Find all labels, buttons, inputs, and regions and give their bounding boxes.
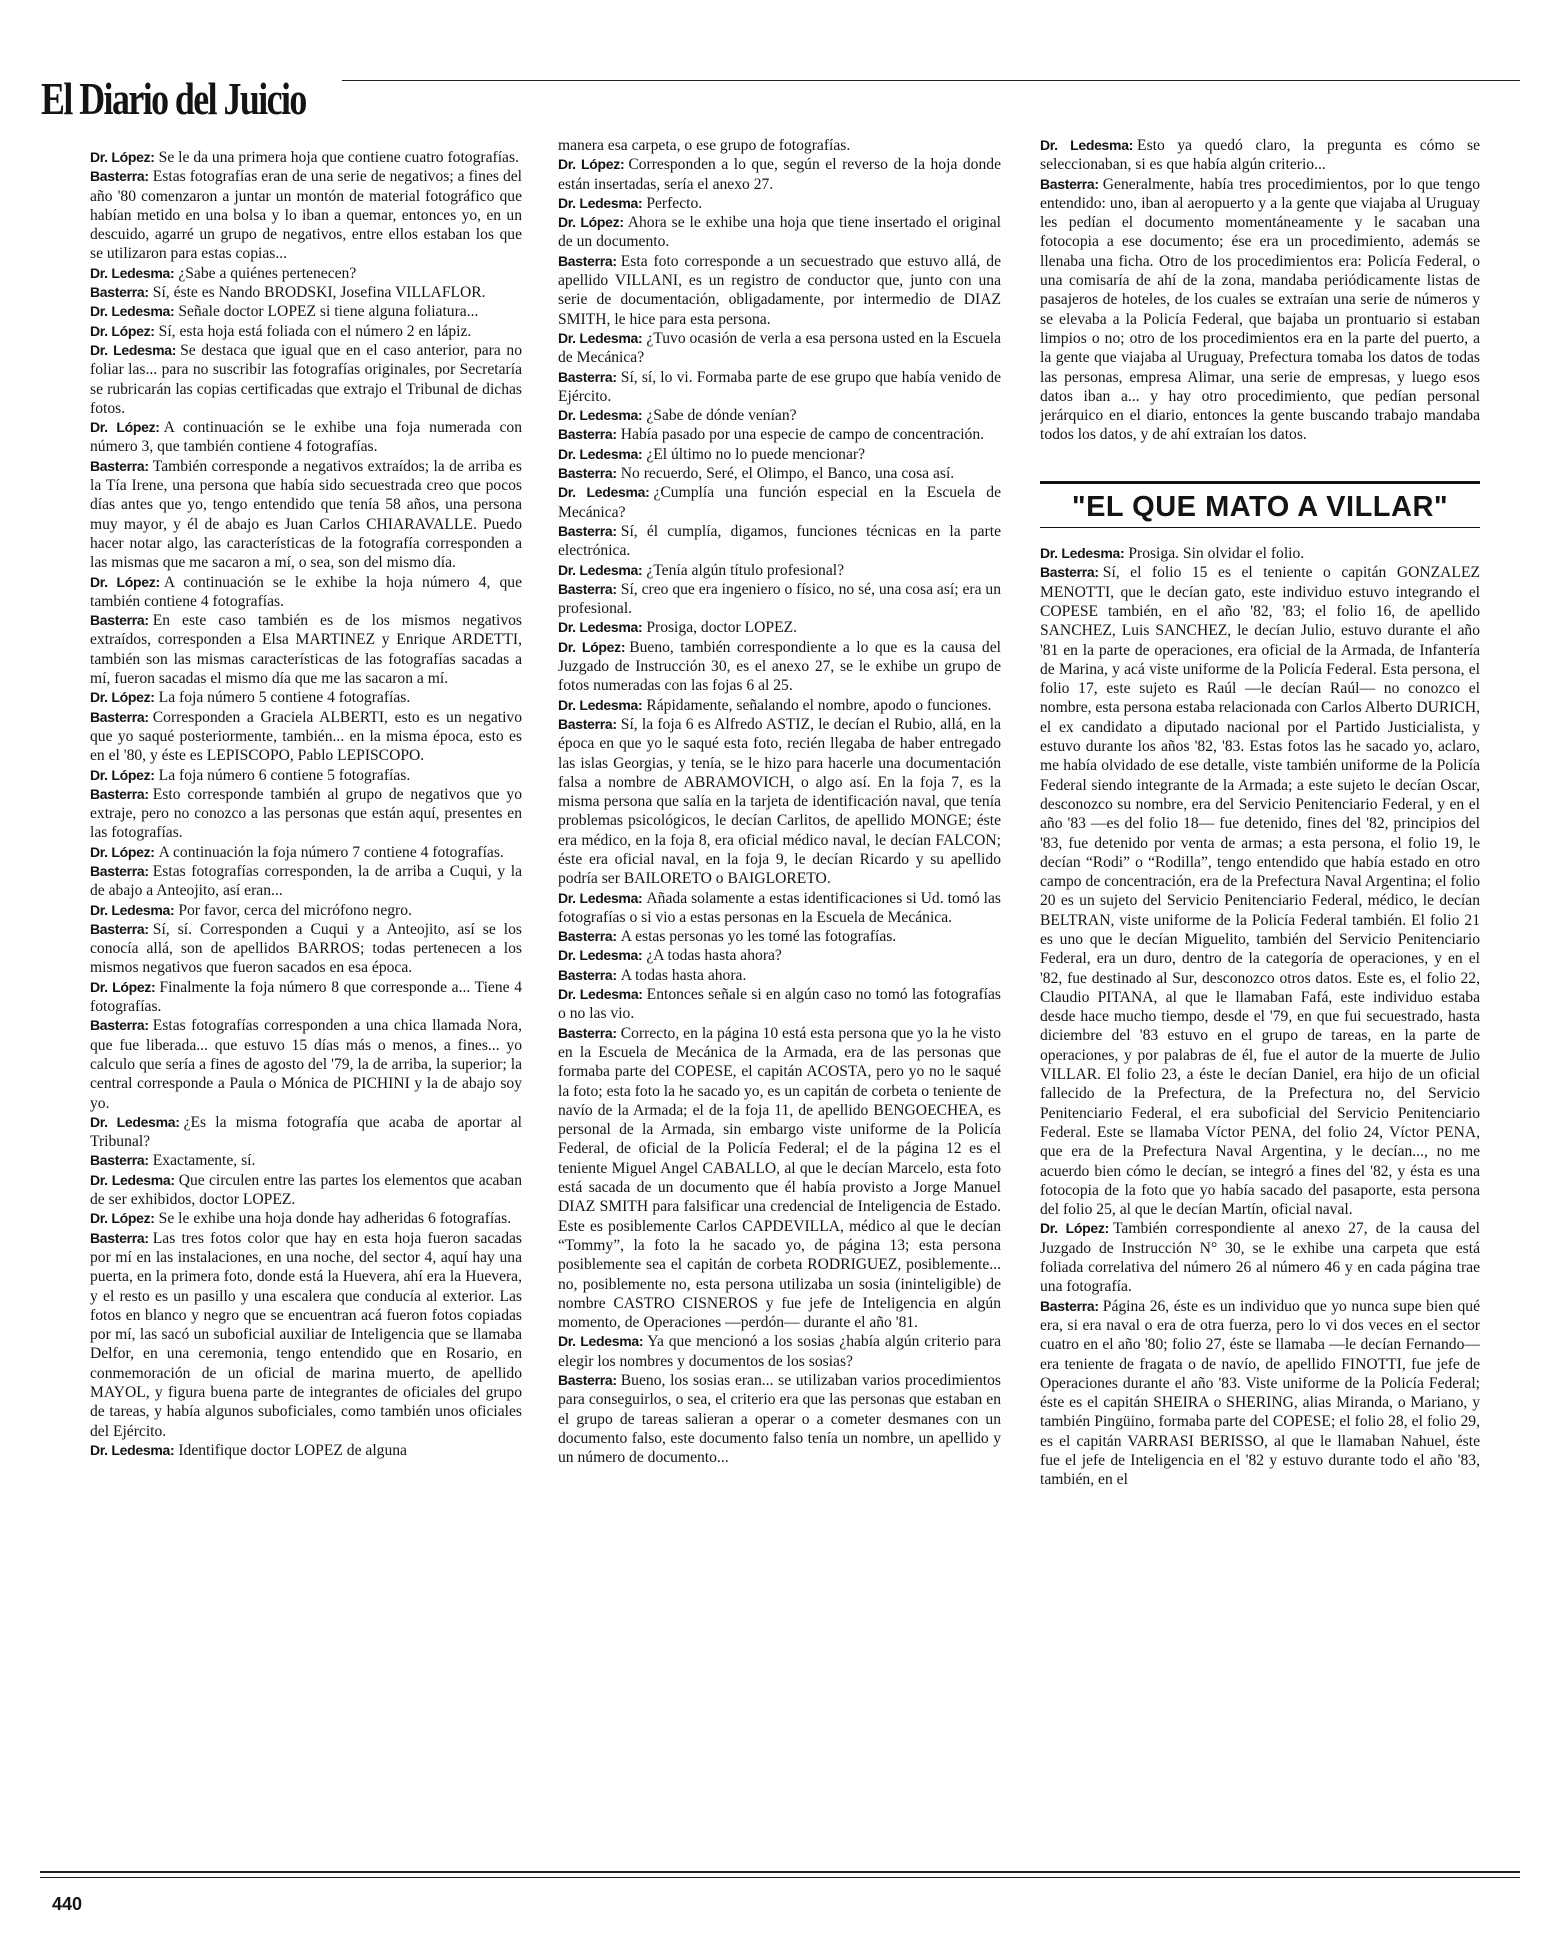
testimony-paragraph bbox=[558, 194, 1001, 213]
testimony-text: Bueno, también correspondiente a lo que es la causa del Juzgado de Instrucción 30, es el anexo 27, se le exhibe un grupo de fotos numeradas con las fojas 6 al 25. bbox=[558, 638, 1001, 695]
speaker-label: Dr. Ledesma: bbox=[558, 986, 643, 1003]
speaker-label: Dr. Ledesma: bbox=[1040, 137, 1134, 153]
testimony-text: Perfecto. bbox=[646, 194, 703, 212]
testimony-text: Añada solamente a estas identificaciones si Ud. tomó las fotografías o si vio a estas personas en la Escuela de Mecánica. bbox=[558, 889, 1001, 926]
testimony-paragraph bbox=[90, 148, 522, 167]
speaker-label: Dr. Ledesma: bbox=[90, 341, 177, 358]
speaker-label: Basterra: bbox=[558, 522, 617, 539]
testimony-text: También correspondiente al anexo 27, de la causa del Juzgado de Instrucción N° 30, se le exhibe una carpeta que está foliada correlativa del número 26 al número 46 y en cada página trae una fotografía. bbox=[1040, 1220, 1480, 1296]
masthead-rule bbox=[342, 80, 1520, 81]
testimony-text: Se le da una primera hoja que contiene cuatro fotografías. bbox=[158, 149, 519, 166]
testimony-paragraph bbox=[90, 1229, 522, 1441]
speaker-label: Basterra: bbox=[558, 465, 617, 482]
testimony-paragraph bbox=[90, 785, 522, 843]
testimony-paragraph bbox=[558, 638, 1001, 696]
speaker-label: Basterra: bbox=[558, 252, 617, 269]
speaker-label: Basterra: bbox=[90, 785, 149, 802]
testimony-text: ¿Sabe a quiénes pertenecen? bbox=[178, 264, 357, 282]
testimony-paragraph bbox=[1040, 175, 1480, 445]
testimony-paragraph bbox=[90, 457, 522, 573]
speaker-label: Basterra: bbox=[558, 715, 617, 732]
testimony-paragraph bbox=[558, 136, 1001, 155]
speaker-label: Basterra: bbox=[90, 457, 149, 474]
speaker-label: Dr. Ledesma: bbox=[90, 264, 175, 281]
speaker-label: Basterra: bbox=[90, 168, 149, 185]
testimony-text: manera esa carpeta, o ese grupo de fotografías. bbox=[558, 137, 851, 154]
testimony-text: Generalmente, había tres procedimientos, por lo que tengo entendido: uno, iban al aeropuerto y a la gente que viajaba al Uruguay les pedían el documento momentáneamente y le sacaban una fotocopia a ese documento; ése era un procedimiento, además se llenaba una ficha. Otro de los procedimientos era: Policía Federal, o una comisaría de ahí de la zona, mandaba periódicamente listas de pasajeros de hoteles, de los cuales se extraían una serie de números y se elevaba a la Policía Federal, que bajaba un prontuario si estaban limpios o no; otro de los procedimientos era en la parte del puerto, a la gente que viajaba al Uruguay, Prefectura tomaba los datos de todas las personas, empresa Alimar, una serie de empresas, y luego esos datos iban a... y hay otro procedimiento, que pedían personal jerárquico en el diario, entonces la gente buscando trabajo mandaba todos los datos, y de ahí extraían los datos. bbox=[1040, 175, 1480, 444]
testimony-paragraph bbox=[558, 1371, 1001, 1467]
testimony-paragraph bbox=[90, 341, 522, 418]
speaker-label: Dr. López: bbox=[90, 1210, 155, 1227]
testimony-text: ¿A todas hasta ahora? bbox=[646, 947, 782, 965]
testimony-paragraph bbox=[558, 464, 1001, 483]
testimony-paragraph bbox=[558, 522, 1001, 561]
testimony-paragraph bbox=[558, 483, 1001, 522]
testimony-text: ¿Sabe de dónde venían? bbox=[646, 407, 797, 425]
speaker-label: Basterra: bbox=[1040, 175, 1099, 192]
testimony-text: También corresponde a negativos extraídos; la de arriba es la Tía Irene, una persona que había sido secuestrada creo que pocos días antes que yo, tengo entendido que tenía 58 años, una persona muy mayor, y él de abajo es Juan Carlos CHIARAVALLE. Puedo hacer notar algo, las características de la fotografía corresponden a las mismas que me sacaron a mí, o sea, son del mismo día. bbox=[90, 457, 522, 572]
speaker-label: Basterra: bbox=[558, 966, 617, 983]
testimony-paragraph bbox=[558, 1024, 1001, 1333]
footer-rule-thin bbox=[40, 1877, 1520, 1878]
testimony-paragraph bbox=[558, 985, 1001, 1024]
testimony-paragraph bbox=[90, 978, 522, 1017]
testimony-paragraph bbox=[558, 561, 1001, 580]
testimony-paragraph bbox=[558, 696, 1001, 715]
speaker-label: Dr. Ledesma: bbox=[558, 696, 643, 713]
speaker-label: Dr. Ledesma: bbox=[558, 619, 643, 636]
testimony-paragraph bbox=[558, 252, 1001, 329]
testimony-paragraph bbox=[1040, 1219, 1480, 1296]
testimony-paragraph bbox=[90, 1441, 522, 1460]
testimony-text: Bueno, los sosias eran... se utilizaban varios procedimientos para conseguirlos, o sea, el criterio era que las personas que estaban en el grupo de tareas salieran a operar o a cometer desmanes con un documento falso, este documento falso tenía un nombre, un apellido y un número de documento... bbox=[558, 1372, 1001, 1467]
speaker-label: Basterra: bbox=[558, 928, 617, 945]
testimony-paragraph bbox=[558, 715, 1001, 889]
testimony-text: Había pasado por una especie de campo de concentración. bbox=[620, 426, 985, 444]
testimony-paragraph bbox=[90, 901, 522, 920]
testimony-text: ¿Cumplía una función especial en la Escuela de Mecánica? bbox=[558, 484, 1001, 521]
speaker-label: Basterra: bbox=[90, 862, 149, 879]
testimony-text: Sí, creo que era ingeniero o físico, no sé, una cosa así; era un profesional. bbox=[558, 580, 1001, 618]
testimony-paragraph bbox=[558, 425, 1001, 444]
speaker-label: Dr. Ledesma: bbox=[90, 901, 175, 918]
testimony-text: Señale doctor LOPEZ si tiene alguna foliatura... bbox=[178, 303, 479, 321]
testimony-text: No recuerdo, Seré, el Olimpo, el Banco, una cosa así. bbox=[620, 465, 955, 483]
testimony-text: Estas fotografías corresponden, la de arriba a Cuqui, y la de abajo a Anteojito, así eran... bbox=[90, 862, 522, 900]
testimony-text: Correcto, en la página 10 está esta persona que yo la he visto en la Escuela de Mecánica de la Armada, era de las personas que formaba parte del COPESE, el capitán ACOSTA, pero yo no le saqué la foto; esta foto la he sacado yo, es un capitán de corbeta o teniente de navío de la Armada; el de la foja 11, de apellido BENGOECHEA, es personal de la Armada, sin embargo viste uniforme de la Policía Federal, de oficial de la Policía Federal; el de la página 12 es el teniente Miguel Angel CABALLO, al que le decían Marcelo, esta foto está sacada de un documento que él había provisto a Jorge Manuel DIAZ SMITH para falsificar una credencial de Inteligencia de Estado. Este es posiblemente Carlos CAPDEVILLA, médico al que le decían “Tommy”, la foto la he sacado yo, de página 13; esta persona posiblemente sea el capitán de corbeta RODRIGUEZ, posiblemente... no, posiblemente no, esta persona utilizaba un sosia (ininteligible) de nombre CASTRO CISNEROS y fue jefe de Inteligencia en algún momento, de Operaciones —perdón— durante el año '81. bbox=[558, 1024, 1001, 1332]
speaker-label: Dr. López: bbox=[558, 214, 624, 231]
testimony-text: Finalmente la foja número 8 que corresponde a... Tiene 4 fotografías. bbox=[90, 978, 522, 1016]
testimony-paragraph bbox=[90, 322, 522, 341]
testimony-text: Sí, éste es Nando BRODSKI, Josefina VILLAFLOR. bbox=[152, 284, 486, 302]
testimony-paragraph bbox=[90, 688, 522, 707]
column-3 bbox=[1040, 136, 1480, 1848]
speaker-label: Dr. Ledesma: bbox=[558, 407, 643, 424]
testimony-text: Esto corresponde también al grupo de negativos que yo extraje, pero no conozco a las personas que están aquí, presentes en las fotografías. bbox=[90, 785, 522, 842]
speaker-label: Dr. López: bbox=[90, 149, 155, 165]
testimony-paragraph bbox=[1040, 1297, 1480, 1490]
testimony-paragraph bbox=[558, 155, 1001, 194]
testimony-text: Sí, sí. Corresponden a Cuqui y a Anteojito, así se los conocía allá, son de apellidos BARROS; todas pertenecen a los mismos negativos que fueron sacados en esa época. bbox=[90, 920, 522, 977]
testimony-text: Por favor, cerca del micrófono negro. bbox=[178, 901, 412, 919]
speaker-label: Basterra: bbox=[558, 368, 617, 385]
footer-rule bbox=[40, 1871, 1520, 1873]
speaker-label: Dr. Ledesma: bbox=[90, 1171, 175, 1188]
speaker-label: Basterra: bbox=[90, 1152, 149, 1169]
testimony-text: Corresponden a Graciela ALBERTI, esto es un negativo que yo saqué posteriormente, también... en la misma época, esto es en el '80, y éste es LEPISCOPO, Pablo LEPISCOPO. bbox=[90, 708, 522, 765]
testimony-text: Corresponden a lo que, según el reverso de la hoja donde están insertadas, sería el anexo 27. bbox=[558, 156, 1001, 193]
testimony-text: Página 26, éste es un individuo que yo nunca supe bien qué era, si era naval o era de otra fuerza, pero lo vi dos veces en el sector cuatro en el año '80; folio 27, éste se llamaba —le decían Fernando— era teniente de fragata o de navío, de apellido FINOTTI, fue jefe de Operaciones durante el año '83. Viste uniforme de la Policía Federal; éste es el capitán SHEIRA o SHERING, alias Miranda, o Mariano, y también Pingüino, formaba parte del COPESE; el folio 28, el folio 29, es el capitán VARRASI BERISSO, al que le llamaban Nahuel, éste fue el jefe de Inteligencia en el '82 y estuvo durante todo el año '83, también, en el bbox=[1040, 1297, 1480, 1489]
testimony-text: ¿El último no lo puede mencionar? bbox=[646, 445, 866, 463]
testimony-paragraph bbox=[558, 368, 1001, 407]
testimony-paragraph bbox=[1040, 136, 1480, 175]
column-1 bbox=[90, 148, 522, 1860]
speaker-label: Basterra: bbox=[558, 426, 617, 443]
testimony-paragraph bbox=[558, 213, 1001, 252]
testimony-text: Sí, el folio 15 es el teniente o capitán GONZALEZ MENOTTI, que le decían gato, este individuo estuvo integrando el COPESE también, en el año '82, '83; el folio 16, de apellido SANCHEZ, Luis SANCHEZ, le decían Julio, estuvo durante el año '81 en la parte de operaciones, era oficial de la Armada, de Infantería de Marina, y acá viste uniforme de la Policía Federal. Esta persona, el folio 17, este sujeto es Raúl —le decían Raúl— no conozco el nombre, esta persona estaba relacionada con Carlos Alberto DURICH, el ex candidato a diputado nacional por el Partido Justicialista, y estuvo durante los años '82, '83. Estas fotos las he sacado yo, aclaro, me había olvidado de ese detalle, viste también uniforme de la Policía Federal siendo integrante de la Armada; a este sujeto le decían Oscar, desconozco su nombre, era del Servicio Penitenciario Federal, y en el año '83 —es del folio 18— fue detenido, fines del '82, principios del '83, fue detenido por venta de armas; a esta persona, el folio 19, le decían “Rodi” o “Rodilla”, tengo entendido que había estado en otro campo de concentración, era de la Prefectura Naval Argentina; el folio 20 es un sujeto del Servicio Penitenciario Federal, médico, le decían BELTRAN, viste uniforme de la Policía Federal también. El folio 21 es uno que le decían Miguelito, también del Servicio Penitenciario Federal, era un duro, dentro de la categoría de operaciones, y en el '82, fue destinado al Sur, desconozco otros datos. Este es, el folio 22, Claudio PITANA, al que le llamaban Fafá, este individuo estaba desde hace mucho tiempo, desde el '79, en que fui secuestrado, hasta diciembre del '83 estuvo en el grupo de tareas, en la parte de operaciones, y por palabras de él, fue el autor de la muerte de Julio VILLAR. El folio 23, a éste le decían Daniel, era hijo de un oficial fallecido de la Prefectura, de la Prefectura no, del Servicio Penitenciario Federal, el era suboficial del Servicio Penitenciario Federal. Este se llamaba Víctor PENA, del folio 24, Víctor PENA, que era de la Prefectura Naval Argentina, y le decían..., no me acuerdo bien cómo le decían, se integró a fines del '82, y ésta es una fotocopia de la foto que yo había sacado del pasaporte, esta persona del folio 25, al que le decían Martín, oficial naval. bbox=[1040, 564, 1480, 1219]
testimony-paragraph bbox=[90, 1151, 522, 1170]
speaker-label: Dr. Ledesma: bbox=[90, 303, 175, 320]
speaker-label: Dr. López: bbox=[90, 766, 155, 783]
testimony-text: Rápidamente, señalando el nombre, apodo o funciones. bbox=[646, 696, 992, 714]
testimony-text: ¿Es la misma fotografía que acaba de aportar al Tribunal? bbox=[90, 1113, 522, 1151]
testimony-text: La foja número 6 contiene 5 fotografías. bbox=[158, 766, 411, 784]
testimony-paragraph bbox=[558, 329, 1001, 368]
testimony-text: Prosiga, doctor LOPEZ. bbox=[646, 619, 798, 637]
testimony-text: A continuación se le exhibe la hoja número 4, que también contiene 4 fotografías. bbox=[90, 573, 522, 610]
testimony-text: Esta foto corresponde a un secuestrado que estuvo allá, de apellido VILLANI, es un registro de conductor que, junto con una serie de documentación, obligadamente, por intermedio de DIAZ SMITH, le hice para esta persona. bbox=[558, 252, 1001, 328]
speaker-label: Basterra: bbox=[90, 920, 149, 937]
testimony-paragraph bbox=[90, 302, 522, 321]
testimony-paragraph bbox=[90, 862, 522, 901]
testimony-text: Identifique doctor LOPEZ de alguna bbox=[178, 1441, 407, 1459]
testimony-paragraph bbox=[90, 573, 522, 612]
testimony-paragraph bbox=[558, 618, 1001, 637]
testimony-text: En este caso también es de los mismos negativos extraídos, corresponden a Elsa MARTINEZ y Enrique ARDETTI, también son las mismas características de las fotografías sacadas a mí, fueron sacadas el mismo día que me las sacaron a mí. bbox=[90, 612, 522, 688]
testimony-text: Ya que mencionó a los sosias ¿había algún criterio para elegir los nombres y documentos de los sosias? bbox=[558, 1333, 1001, 1370]
testimony-paragraph bbox=[90, 766, 522, 785]
speaker-label: Basterra: bbox=[90, 708, 149, 725]
speaker-label: Dr. Ledesma: bbox=[558, 889, 643, 906]
testimony-paragraph bbox=[558, 1332, 1001, 1371]
speaker-label: Dr. López: bbox=[558, 638, 626, 655]
speaker-label: Basterra: bbox=[1040, 1297, 1099, 1314]
testimony-text: Se destaca que igual que en el caso anterior, para no foliar las... para no suscribir las fotografías originales, por Secretaría se rubricarán las copias certificadas que extrajo el Tribunal de dichas fotos. bbox=[90, 341, 522, 417]
speaker-label: Dr. Ledesma: bbox=[558, 1333, 644, 1350]
column-2 bbox=[558, 136, 1001, 1848]
speaker-label: Dr. López: bbox=[558, 156, 625, 173]
testimony-text: Que circulen entre las partes los elementos que acaban de ser exhibidos, doctor LOPEZ. bbox=[90, 1171, 522, 1209]
testimony-text: Exactamente, sí. bbox=[152, 1152, 256, 1170]
testimony-text: A continuación se le exhibe una foja numerada con número 3, que también contiene 4 fotografías. bbox=[90, 419, 522, 456]
testimony-paragraph bbox=[90, 1209, 522, 1228]
speaker-label: Dr. Ledesma: bbox=[558, 561, 643, 578]
testimony-text: La foja número 5 contiene 4 fotografías. bbox=[158, 689, 411, 707]
speaker-label: Dr. Ledesma: bbox=[558, 329, 643, 346]
testimony-text: Las tres fotos color que hay en esta hoja fueron sacadas por mí en las instalaciones, en una noche, del sector 4, aquí hay una puerta, en la primera foto, donde está la Huevera, ahí era la Huevera, y el resto es un pasillo y una escalera que conducía al exterior. Las fotos en blanco y negro que se encuentran acá fueron fotos copiadas por mí, las sacó un suboficial auxiliar de Inteligencia que se llamaba Delfor, en una ceremonia, tengo entendido que en Rosario, en conmemoración de un oficial de marina muerto, de apellido MAYOL, y figura buena parte de integrantes de oficiales del grupo de tareas, y había algunos suboficiales, como también unos oficiales del Ejército. bbox=[90, 1229, 522, 1440]
testimony-paragraph bbox=[558, 445, 1001, 464]
speaker-label: Dr. Ledesma: bbox=[90, 1441, 175, 1458]
column-3-top bbox=[1040, 136, 1480, 445]
testimony-paragraph bbox=[558, 406, 1001, 425]
testimony-text: Se le exhibe una hoja donde hay adheridas 6 fotografías. bbox=[158, 1210, 512, 1228]
testimony-text: ¿Tenía algún título profesional? bbox=[646, 561, 844, 579]
testimony-paragraph bbox=[558, 889, 1001, 928]
speaker-label: Dr. Ledesma: bbox=[1040, 545, 1125, 562]
speaker-label: Dr. López: bbox=[90, 322, 155, 339]
speaker-label: Dr. López: bbox=[90, 978, 156, 995]
speaker-label: Dr. López: bbox=[90, 573, 160, 590]
testimony-text: Sí, sí, lo vi. Formaba parte de ese grupo que había venido de Ejército. bbox=[558, 368, 1001, 405]
speaker-label: Dr. Ledesma: bbox=[558, 947, 643, 964]
page-number: 440 bbox=[52, 1894, 83, 1914]
speaker-label: Dr. Ledesma: bbox=[558, 484, 650, 501]
testimony-paragraph bbox=[1040, 563, 1480, 1219]
speaker-label: Dr. López: bbox=[1040, 1220, 1109, 1237]
testimony-paragraph bbox=[90, 708, 522, 766]
testimony-text: Estas fotografías eran de una serie de negativos; a fines del año '80 comenzaron a juntar un montón de material fotográfico que habían metido en una bolsa y lo iban a quemar, entonces yo, en un descuido, agarré un grupo de negativos, entre ellos estaban los que se utilizaron para estas copias... bbox=[90, 168, 522, 263]
testimony-paragraph bbox=[1040, 544, 1480, 563]
testimony-text: Ahora se le exhibe una hoja que tiene insertado el original de un documento. bbox=[558, 214, 1001, 251]
speaker-label: Dr. López: bbox=[90, 843, 155, 860]
testimony-text: ¿Tuvo ocasión de verla a esa persona usted en la Escuela de Mecánica? bbox=[558, 329, 1001, 367]
speaker-label: Basterra: bbox=[558, 1372, 617, 1388]
testimony-paragraph bbox=[90, 418, 522, 457]
testimony-paragraph bbox=[90, 1016, 522, 1112]
speaker-label: Basterra: bbox=[90, 1229, 149, 1246]
testimony-paragraph bbox=[90, 920, 522, 978]
testimony-paragraph bbox=[90, 283, 522, 302]
testimony-paragraph bbox=[558, 966, 1001, 985]
testimony-paragraph bbox=[90, 843, 522, 862]
testimony-paragraph bbox=[90, 611, 522, 688]
testimony-text: Estas fotografías corresponden a una chica llamada Nora, que fue liberada... que estuvo 15 días más o menos, a fines... yo calculo que sería a fines de agosto del '79, la de arriba, la superior; la central corresponde a Paula o Mónica de PICHINI y la de abajo soy yo. bbox=[90, 1017, 522, 1112]
section-heading: "EL QUE MATO A VILLAR" bbox=[1040, 481, 1480, 528]
speaker-label: Basterra: bbox=[558, 580, 617, 597]
testimony-text: Sí, esta hoja está foliada con el número 2 en lápiz. bbox=[158, 322, 472, 340]
testimony-text: Sí, la foja 6 es Alfredo ASTIZ, le decían el Rubio, allá, en la época en que yo le saqué esta foto, recién llegaba de haber entregado las islas Georgias, y tenía, se le hizo para hacerle una documentación falsa a nombre de ABRAMOVICH, o algo así. En la foja 7, es la misma persona que salía en la tarjeta de identificación naval, que tenía problemas psicológicos, le decían Carlitos, de apellido MONGE; éste era médico, en la foja 8, era oficial médico naval, le decían FALCON; éste era oficial naval, en la foja 9, le decían Ricardo y su apellido podría ser BAILORETO o BAIGLORETO. bbox=[558, 715, 1001, 888]
testimony-paragraph bbox=[90, 264, 522, 283]
speaker-label: Dr. Ledesma: bbox=[558, 445, 643, 462]
speaker-label: Dr. López: bbox=[90, 689, 155, 706]
speaker-label: Dr. López: bbox=[90, 419, 160, 436]
testimony-paragraph bbox=[558, 927, 1001, 946]
testimony-text: A estas personas yo les tomé las fotografías. bbox=[620, 928, 897, 946]
masthead: El Diario del Juicio bbox=[41, 73, 306, 124]
testimony-paragraph bbox=[558, 580, 1001, 619]
speaker-label: Basterra: bbox=[1040, 564, 1099, 581]
testimony-text: Entonces señale si en algún caso no tomó las fotografías o no las vio. bbox=[558, 986, 1001, 1023]
speaker-label: Basterra: bbox=[558, 1024, 617, 1041]
speaker-label: Dr. Ledesma: bbox=[90, 1113, 180, 1130]
testimony-paragraph bbox=[90, 1113, 522, 1152]
speaker-label: Basterra: bbox=[90, 612, 149, 629]
testimony-paragraph bbox=[90, 1171, 522, 1210]
testimony-text: Sí, él cumplía, digamos, funciones técnicas en la parte electrónica. bbox=[558, 522, 1001, 560]
testimony-paragraph bbox=[558, 946, 1001, 965]
testimony-text: Esto ya quedó claro, la pregunta es cómo se seleccionaban, si es que había algún criterio... bbox=[1040, 137, 1480, 174]
speaker-label: Basterra: bbox=[90, 284, 149, 301]
testimony-text: Prosiga. Sin olvidar el folio. bbox=[1128, 545, 1305, 563]
testimony-text: A todas hasta ahora. bbox=[620, 966, 747, 984]
testimony-text: A continuación la foja número 7 contiene 4 fotografías. bbox=[158, 843, 504, 861]
testimony-paragraph bbox=[90, 167, 522, 263]
speaker-label: Basterra: bbox=[90, 1017, 149, 1034]
speaker-label: Dr. Ledesma: bbox=[558, 194, 643, 211]
column-3-bottom bbox=[1040, 544, 1480, 1490]
